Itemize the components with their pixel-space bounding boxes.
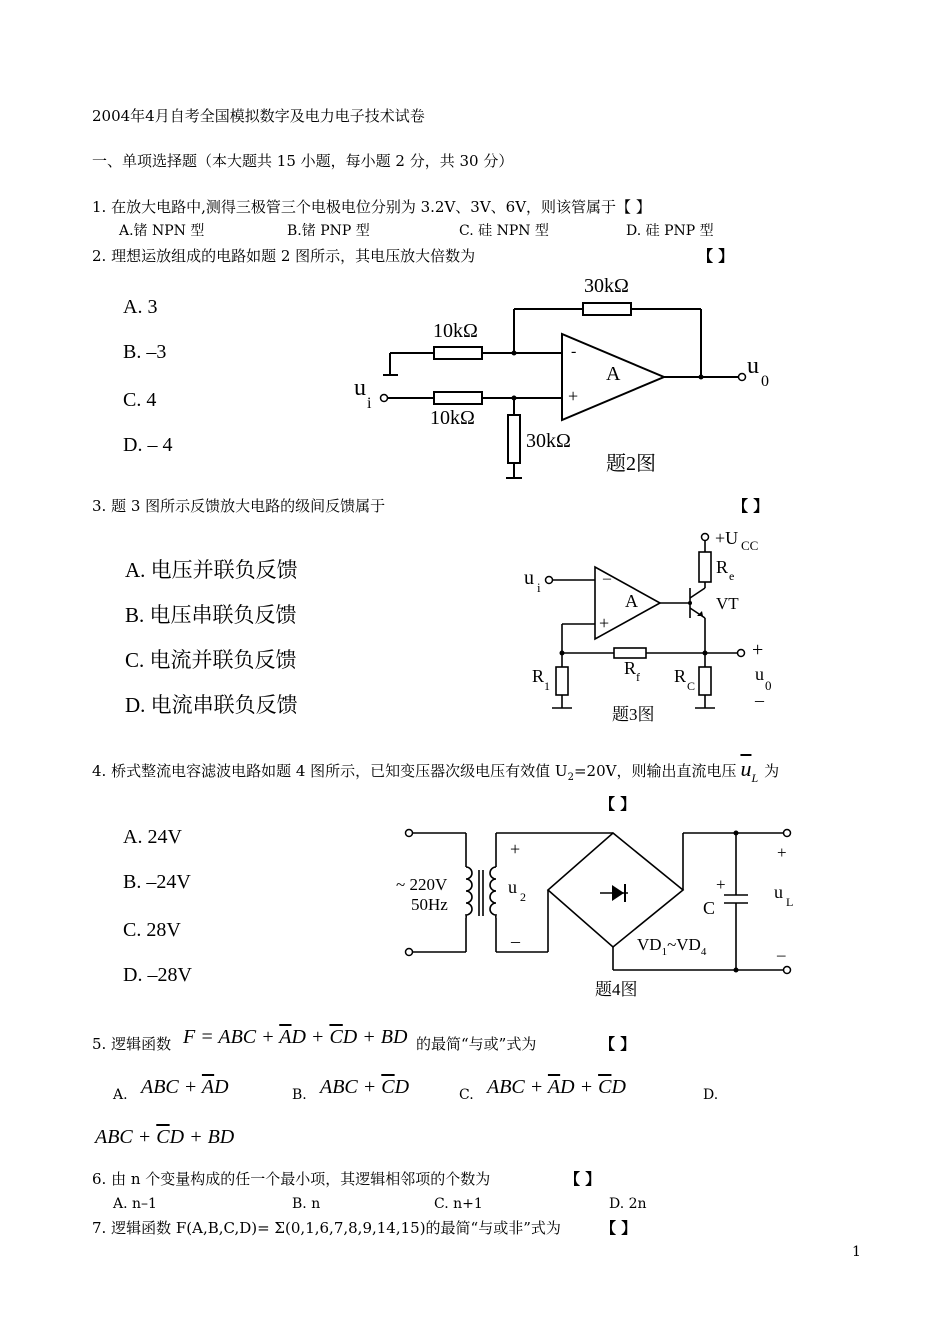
label-vcc: +U: [715, 528, 739, 548]
label-30k-ground: 30kΩ: [526, 430, 571, 452]
q4-out-plus: +: [777, 843, 787, 862]
q6-stem: 6. 由 n 个变量构成的任一个最小项，其逻辑相邻项的个数为: [92, 1170, 491, 1188]
label-vt: VT: [716, 594, 739, 613]
q4-stem: 4. 桥式整流电容滤波电路如题 4 图所示，已知变压器次级电压有效值 $U_2=20V$，则输出直流电压 $\overline{u}_L$ 为: [92, 756, 780, 785]
opamp-minus: -: [571, 343, 577, 360]
label-rc-sub: C: [687, 679, 696, 693]
q3-opamp-label: A: [625, 591, 638, 611]
q3-stem: 3. 题 3 图所示反馈放大电路的级间反馈属于: [92, 497, 386, 515]
q2-option-d: D. – 4: [123, 434, 173, 456]
page-title: 2004年4月自考全国模拟数字及电力电子技术试卷: [92, 107, 425, 125]
q4-uL-var: $\overline{u}$: [740, 756, 752, 781]
label-r1: R: [532, 666, 545, 686]
q1-option-d: D. 硅 PNP 型: [626, 223, 714, 239]
label-rf-sub: f: [636, 670, 640, 684]
label-re: R: [716, 557, 729, 577]
q2-option-a: A. 3: [123, 296, 158, 318]
label-rc: R: [674, 666, 687, 686]
q4-option-d: D. –28V: [123, 964, 192, 986]
label-30k-top: 30kΩ: [584, 275, 629, 297]
q5-label-a: A.: [113, 1087, 128, 1103]
figure2-caption: 题2图: [606, 453, 656, 475]
label-source-freq: 50Hz: [411, 895, 448, 914]
q5-label-d: D.: [703, 1087, 719, 1103]
label-uo3: u: [755, 664, 764, 684]
q7-stem: 7. 逻辑函数 F(A,B,C,D)= Σ(0,1,6,7,8,9,14,15)的最简“与或非”式为: [92, 1219, 561, 1237]
section-heading: 一、单项选择题（本大题共 15 小题，每小题 2 分，共 30 分）: [92, 152, 514, 170]
q1-option-a: A.锗 NPN 型: [119, 223, 205, 239]
q4-out-minus: –: [777, 945, 786, 964]
q1-option-c: C. 硅 NPN 型: [459, 223, 549, 239]
q7-answer-bracket: 【 】: [601, 1219, 637, 1237]
q4-sec-minus: –: [511, 931, 520, 951]
q4-answer-bracket: 【 】: [600, 795, 636, 813]
figure4-caption: 题4图: [595, 980, 638, 999]
label-diodes: $VD_1\sim VD_4$: [637, 935, 707, 958]
label-r1-sub: 1: [544, 679, 550, 693]
q5-lead: 5. 逻辑函数: [92, 1035, 172, 1053]
q5-option-c: ABC + $\overline{A}D + \overline{C}D$: [487, 1076, 626, 1098]
label-u2-sub: 2: [520, 890, 526, 904]
q3-opamp-minus: –: [603, 570, 611, 587]
label-uo3-sub: 0: [765, 678, 772, 693]
label-source-voltage: ~ 220V: [396, 875, 448, 894]
q5-tail: 的最简“与或”式为: [416, 1035, 537, 1053]
label-10k-bottom: 10kΩ: [430, 407, 475, 429]
opamp-label: A: [606, 363, 621, 385]
q5-option-b: ABC + $\overline{C}D$: [320, 1076, 410, 1098]
label-u2: u: [508, 877, 517, 897]
q4-option-a: A. 24V: [123, 826, 182, 848]
q3-out-minus: –: [755, 690, 764, 710]
q5-label-b: B.: [292, 1087, 307, 1103]
q4-cap-plus: +: [716, 875, 726, 894]
label-uo: u: [747, 353, 759, 379]
label-vcc-sub: CC: [741, 538, 759, 553]
q6-option-d: D. 2n: [609, 1196, 647, 1212]
q3-option-c: C. 电流并联负反馈: [125, 648, 297, 672]
label-ui: u: [354, 375, 366, 401]
q4-option-b: B. –24V: [123, 871, 191, 893]
q3-answer-bracket: 【 】: [733, 497, 769, 515]
q3-opamp-plus: +: [599, 613, 610, 633]
label-rf: R: [624, 658, 637, 678]
q5-option-d: ABC + $\overline{C}D$ + BD: [95, 1126, 235, 1148]
q1-option-b: B.锗 PNP 型: [287, 223, 370, 239]
q2-answer-bracket: 【 】: [698, 247, 734, 265]
q6-option-c: C. n+1: [434, 1196, 483, 1212]
q2-stem: 2. 理想运放组成的电路如题 2 图所示，其电压放大倍数为: [92, 247, 476, 265]
label-10k-top: 10kΩ: [433, 320, 478, 342]
q6-answer-bracket: 【 】: [565, 1170, 601, 1188]
q1-stem: 1. 在放大电路中,测得三极管三个电极电位分别为 3.2V、3V、6V，则该管属于【 】: [92, 198, 651, 216]
q3-option-a: A. 电压并联负反馈: [125, 558, 298, 582]
opamp-plus: +: [568, 386, 579, 406]
q2-option-b: B. –3: [123, 341, 167, 363]
q6-option-a: A. n–1: [113, 1196, 157, 1212]
label-uL: u: [774, 882, 783, 902]
label-uo-sub: 0: [761, 373, 769, 390]
q5-answer-bracket: 【 】: [600, 1035, 636, 1053]
q5-function: F = ABC + $\overline{A}D + \overline{C}D$ + BD: [183, 1026, 408, 1048]
q3-option-d: D. 电流串联负反馈: [125, 693, 298, 717]
q5-label-c: C.: [459, 1087, 474, 1103]
q5-option-a: ABC + $\overline{A}D$: [141, 1076, 229, 1098]
label-re-sub: e: [729, 569, 735, 583]
figure3-caption: 题3图: [612, 705, 655, 724]
q6-option-b: B. n: [292, 1196, 321, 1212]
label-cap: C: [703, 898, 716, 918]
q3-out-plus: +: [752, 639, 764, 661]
q4-option-c: C. 28V: [123, 919, 181, 941]
label-ui3-sub: i: [537, 580, 541, 595]
q2-option-c: C. 4: [123, 389, 157, 411]
page-number: 1: [852, 1244, 861, 1260]
q4-sec-plus: +: [510, 839, 521, 859]
label-ui3: u: [524, 567, 534, 589]
q3-option-b: B. 电压串联负反馈: [125, 603, 297, 627]
label-ui-sub: i: [367, 395, 372, 412]
label-uL-sub: L: [786, 895, 794, 909]
